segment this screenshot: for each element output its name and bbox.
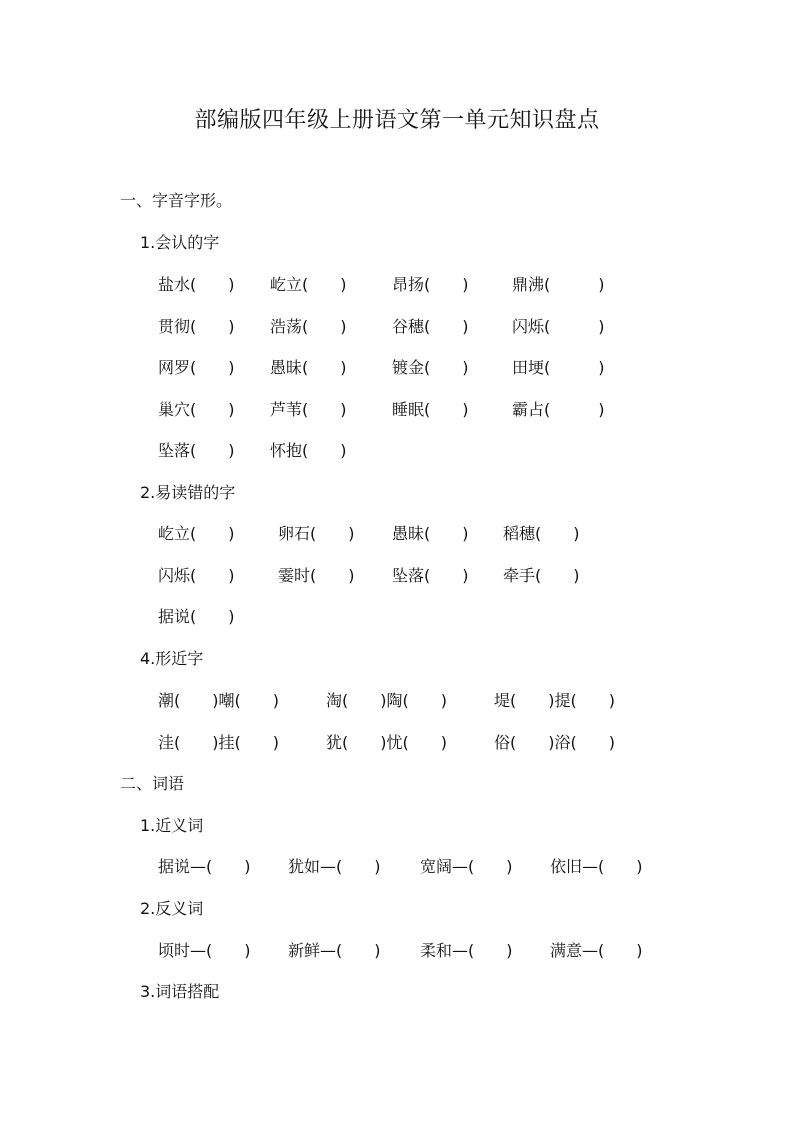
pinyin-item: 怀抱( ): [270, 441, 347, 460]
word-item: 满意—( ): [550, 941, 643, 960]
word-item: 顷时—( ): [158, 941, 251, 960]
subheading-synonyms: 1.近义词: [140, 816, 204, 835]
word-item: 犹如—( ): [288, 857, 381, 876]
word-item: 宽阔—( ): [420, 857, 513, 876]
pinyin-item: 田埂( ): [512, 358, 605, 377]
char-pair: 犹( )忧( ): [326, 733, 447, 752]
pinyin-item: 闪烁( ): [512, 317, 605, 336]
subheading-misread-chars: 2.易读错的字: [140, 483, 236, 502]
pinyin-item: 闪烁( ): [158, 566, 235, 585]
pinyin-item: 据说( ): [158, 607, 235, 626]
section-heading-2: 二、词语: [120, 774, 185, 793]
section-heading-1: 一、字音字形。: [120, 191, 233, 210]
pinyin-item: 霎时( ): [278, 566, 355, 585]
pinyin-item: 镀金( ): [392, 358, 469, 377]
page-title: 部编版四年级上册语文第一单元知识盘点: [194, 108, 600, 133]
pinyin-item: 睡眠( ): [392, 400, 469, 419]
pinyin-item: 牵手( ): [503, 566, 580, 585]
word-item: 柔和—( ): [420, 941, 513, 960]
subheading-similar-chars: 4.形近字: [140, 649, 204, 668]
pinyin-item: 鼎沸( ): [512, 275, 605, 294]
char-pair: 潮( )嘲( ): [158, 691, 279, 710]
pinyin-item: 愚昧( ): [270, 358, 347, 377]
pinyin-item: 贯彻( ): [158, 317, 235, 336]
pinyin-item: 愚昧( ): [392, 524, 469, 543]
pinyin-item: 网罗( ): [158, 358, 235, 377]
char-pair: 堤( )提( ): [494, 691, 615, 710]
pinyin-item: 芦苇( ): [270, 400, 347, 419]
pinyin-item: 盐水( ): [158, 275, 235, 294]
pinyin-item: 稻穗( ): [503, 524, 580, 543]
pinyin-item: 浩荡( ): [270, 317, 347, 336]
pinyin-item: 坠落( ): [392, 566, 469, 585]
word-item: 新鲜—( ): [288, 941, 381, 960]
pinyin-item: 昂扬( ): [392, 275, 469, 294]
word-item: 据说—( ): [158, 857, 251, 876]
pinyin-item: 屹立( ): [158, 524, 235, 543]
pinyin-item: 霸占( ): [512, 400, 605, 419]
pinyin-item: 屹立( ): [270, 275, 347, 294]
char-pair: 俗( )浴( ): [494, 733, 615, 752]
subheading-recognized-chars: 1.会认的字: [140, 233, 220, 252]
char-pair: 洼( )挂( ): [158, 733, 279, 752]
pinyin-item: 巢穴( ): [158, 400, 235, 419]
pinyin-item: 卵石( ): [278, 524, 355, 543]
subheading-antonyms: 2.反义词: [140, 899, 204, 918]
char-pair: 淘( )陶( ): [326, 691, 447, 710]
pinyin-item: 谷穗( ): [392, 317, 469, 336]
subheading-collocations: 3.词语搭配: [140, 982, 220, 1001]
pinyin-item: 坠落( ): [158, 441, 235, 460]
word-item: 依旧—( ): [550, 857, 643, 876]
